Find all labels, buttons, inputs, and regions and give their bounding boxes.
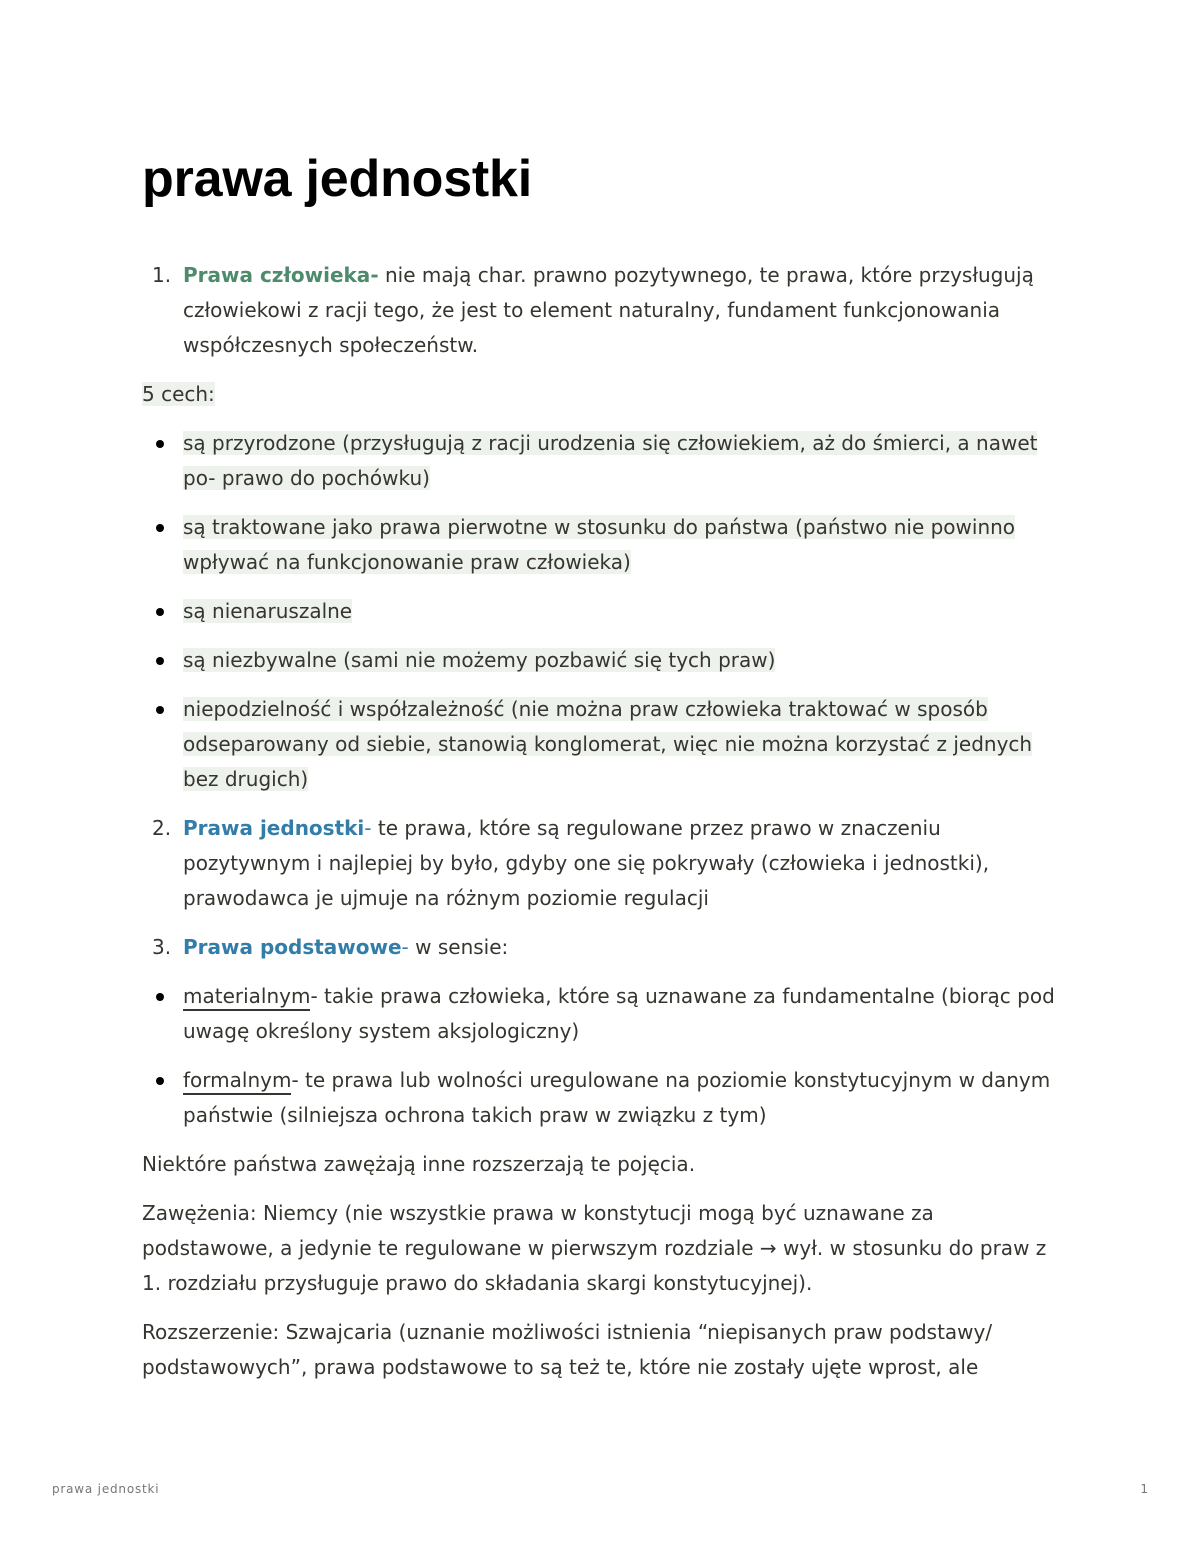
page-number: 1 bbox=[1140, 1482, 1148, 1496]
numbered-item-1 bbox=[142, 258, 1062, 363]
bullet-text: są traktowane jako prawa pierwotne w stosunku do państwa (państwo nie powinno wpływać na funkcjonowanie praw człowieka) bbox=[183, 515, 1016, 574]
paragraph-rozszerzenie: Rozszerzenie: Szwajcaria (uznanie możliwości istnienia “niepisanych praw podstawy/ podstawowych”, prawa podstawowe to są też te, które nie zostały ujęte wprost, ale bbox=[142, 1320, 993, 1379]
bullet-item-materialnym bbox=[142, 979, 1062, 1049]
list-number: 1. bbox=[152, 263, 172, 287]
item-text: nie mają char. prawno pozytywnego, te prawa, które przysługują człowiekowi z racji tego, że jest to element naturalny, fundament funkcjonowania współczesnych społeczeństw. bbox=[183, 263, 1034, 357]
bullet-text: są przyrodzone (przysługują z racji urodzenia się człowiekiem, aż do śmierci, a nawet po- prawo do pochówku) bbox=[183, 431, 1038, 490]
item-text: te prawa, które są regulowane przez prawo w znaczeniu pozytywnym i najlepiej by było, gdyby one się pokrywały (człowieka i jednostki), prawodawca je ujmuje na różnym poziomie regulacji bbox=[183, 816, 990, 910]
underlined-term: formalnym bbox=[183, 1068, 291, 1095]
term-prawa-podstawowe: Prawa podstawowe bbox=[183, 935, 402, 959]
term-dash: - bbox=[364, 816, 372, 840]
page-title: prawa jednostki bbox=[142, 150, 532, 208]
bullet-item bbox=[142, 692, 1062, 797]
bullet-dot-icon bbox=[156, 608, 164, 616]
bullet-dot-icon bbox=[156, 706, 164, 714]
term-dash: - bbox=[401, 935, 409, 959]
term-dash: - bbox=[370, 263, 379, 287]
bullet-text: niepodzielność i współzależność (nie można praw człowieka traktować w sposób odseparowany od siebie, stanowią konglomerat, więc nie można korzystać z jednych bez drugich) bbox=[183, 697, 1033, 791]
item-text: w sensie: bbox=[408, 935, 509, 959]
bullet-item bbox=[142, 426, 1062, 496]
numbered-item-2 bbox=[142, 811, 1062, 916]
bullet-text: są niezbywalne (sami nie możemy pozbawić się tych praw) bbox=[183, 648, 776, 672]
list-number: 3. bbox=[152, 935, 172, 959]
bullet-text: są nienaruszalne bbox=[183, 599, 353, 623]
bullet-text: - te prawa lub wolności uregulowane na poziomie konstytucyjnym w danym państwie (silniejsza ochrona takich praw w związku z tym) bbox=[183, 1068, 1051, 1127]
bullet-item bbox=[142, 510, 1062, 580]
bullet-item bbox=[142, 594, 1062, 629]
bullet-dot-icon bbox=[156, 657, 164, 665]
bullet-item-formalnym bbox=[142, 1063, 1062, 1133]
term-prawa-jednostki: Prawa jednostki bbox=[183, 816, 365, 840]
paragraph-niektore: Niektóre państwa zawężają inne rozszerzają te pojęcia. bbox=[142, 1152, 696, 1176]
numbered-item-3 bbox=[142, 930, 1062, 965]
paragraph-zawezenia: Zawężenia: Niemcy (nie wszystkie prawa w konstytucji mogą być uznawane za podstawowe, a jedynie te regulowane w pierwszym rozdziale → wył. w stosunku do praw z 1. rozdziału przysługuje prawo do składania skargi konstytucyjnej). bbox=[142, 1201, 1047, 1295]
cech-label-paragraph bbox=[142, 377, 1062, 412]
bullet-text: - takie prawa człowieka, które są uznawane za fundamentalne (biorąc pod uwagę określony system aksjologiczny) bbox=[183, 984, 1055, 1043]
term-prawa-czlowieka: Prawa człowieka bbox=[183, 263, 371, 287]
list-number: 2. bbox=[152, 816, 172, 840]
document-body bbox=[142, 258, 1062, 1399]
footer-title: prawa jednostki bbox=[52, 1482, 160, 1496]
cech-label: 5 cech: bbox=[142, 382, 215, 406]
bullet-item bbox=[142, 643, 1062, 678]
bullet-dot-icon bbox=[156, 1077, 164, 1085]
bullet-dot-icon bbox=[156, 440, 164, 448]
bullet-dot-icon bbox=[156, 993, 164, 1001]
underlined-term: materialnym bbox=[183, 984, 310, 1011]
bullet-dot-icon bbox=[156, 524, 164, 532]
